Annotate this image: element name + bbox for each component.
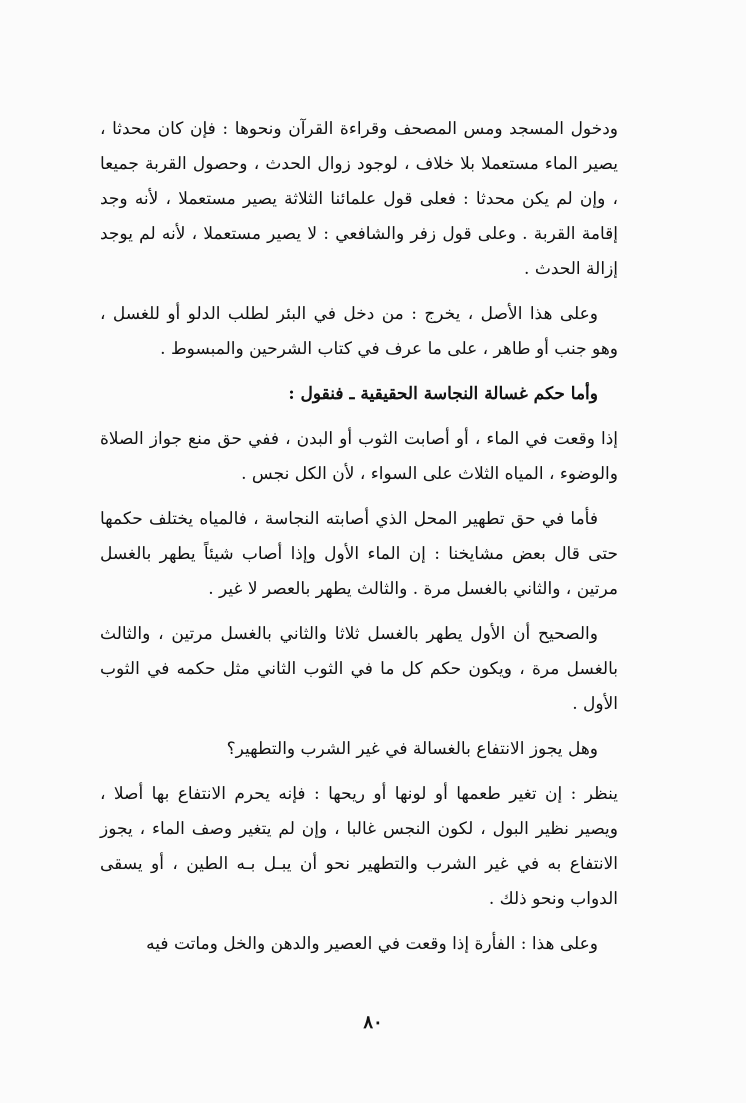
paragraph-well-entry: وعلى هذا الأصل ، يخرج : من دخل في البئر لطلب الدلو أو للغسل ، وهو جنب أو طاهر ، على ما عرف في كتاب الشرحين والمبسوط . [100,304,618,359]
paragraph-correct-view: والصحيح أن الأول يطهر بالغسل ثلاثا والثاني بالغسل مرتين ، والثالث بالغسل مرة ، ويكون حكم كل ما في الثوب الثاني مثل حكمه في الثوب الأول . [100,624,618,714]
body-text [100,112,618,972]
paragraph-ruling: ينظر : إن تغير طعمها أو لونها أو ريحها : فإنه يحرم الانتفاع بها أصلا ، ويصير نظير البول ، لكون النجس غالبا ، وإن لم يتغير وصف الماء ، يجوز الانتفاع به في غير الشرب والتطهير نحو أن يبـل بـه الطين ، أو يسقى الدواب ونحو ذلك . [100,784,618,909]
paragraph-falling-in-water: إذا وقعت في الماء ، أو أصابت الثوب أو البدن ، ففي حق منع جواز الصلاة والوضوء ، المياه الثلاث على السواء ، لأن الكل نجس . [100,429,618,484]
paragraph-purifying-place: فأما في حق تطهير المحل الذي أصابته النجاسة ، فالمياه يختلف حكمها حتى قال بعض مشايخنا : إن الماء الأول وإذا أصاب شيئاً يطهر بالغسل مرتين ، والثاني بالغسل مرة . والثالث يطهر بالعصر لا غير . [100,509,618,599]
paragraph-question: وهل يجوز الانتفاع بالغسالة في غير الشرب والتطهير؟ [226,739,598,759]
paragraph-used-water: ودخول المسجد ومس المصحف وقراءة القرآن ونحوها : فإن كان محدثا ، يصير الماء مستعملا بلا خلاف ، لوجود زوال الحدث ، وحصول القربة جميعا ، وإن لم يكن محدثا : فعلى قول علمائنا الثلاثة يصير مستعملا ، لأنه وجد إقامة القربة . وعلى قول زفر والشافعي : لا يصير مستعملا ، لأنه لم يوجد إزالة الحدث . [100,119,618,279]
page-number: ٨٠ [363,1012,383,1033]
section-heading-impure-washing: وأما حكم غسالة النجاسة الحقيقية ـ فنقول : [288,384,598,404]
paragraph-mouse: وعلى هذا : الفأرة إذا وقعت في العصير والدهن والخل وماتت فيه [146,934,598,954]
